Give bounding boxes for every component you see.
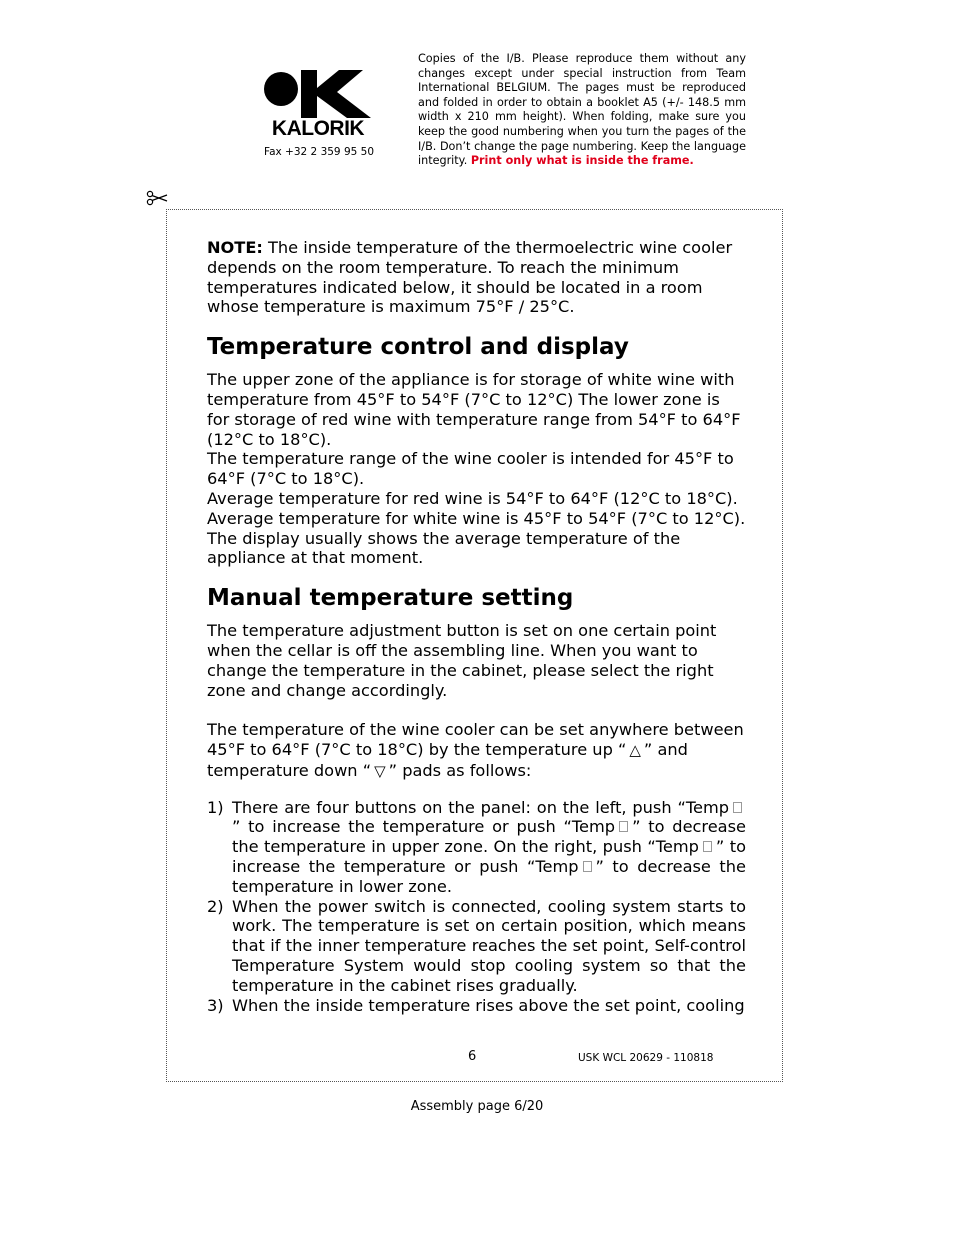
paragraph-red-wine: Average temperature for red wine is 54°F to 64°F (12°C to 18°C). [207, 488, 738, 508]
pads-text-c: ” pads as follows: [388, 760, 532, 780]
temp-button-icon [619, 821, 628, 832]
steps-list [207, 798, 746, 1016]
list-item [207, 798, 746, 897]
heading-temperature-control: Temperature control and display [207, 334, 629, 361]
note-label: NOTE: [207, 238, 263, 257]
paragraph-display: The display usually shows the average temperature of the appliance at that moment. [207, 528, 681, 568]
kalorik-logo [263, 66, 373, 138]
paragraph-white-wine: Average temperature for white wine is 45°F to 54°F (7°C to 12°C). [207, 508, 746, 528]
temp-button-icon [703, 841, 712, 852]
fax-number: Fax +32 2 359 95 50 [264, 146, 375, 158]
scissors-icon [146, 190, 168, 206]
temp-button-icon [733, 802, 742, 813]
assembly-page-label: Assembly page 6/20 [410, 1099, 544, 1114]
temp-button-icon [583, 861, 592, 872]
down-triangle-icon: ▽ [374, 761, 386, 780]
step-2-text: When the power switch is connected, cooling system starts to work. The temperature is set on certain position, which means that if the inner temperature reaches the set point, Self-control Temperature System would stop cooling system so that the temperature in the cabinet rises gradually. [232, 896, 746, 995]
paragraph-pads [207, 720, 746, 781]
heading-manual-setting: Manual temperature setting [207, 585, 574, 612]
note-paragraph [207, 238, 746, 317]
step-1-text-c: ” to decrease the temperature in upper zone. On the right, push “Temp [232, 817, 746, 857]
list-item [207, 996, 746, 1016]
document-reference: USK WCL 20629 - 110818 [578, 1052, 714, 1064]
step-number: 1) [207, 797, 224, 817]
step-1-text-d: ” to increase the temperature or push “Temp [232, 837, 746, 876]
step-1-text-a: There are four buttons on the panel: on the left, push “Temp [232, 797, 729, 817]
step-1-text-e: ” to decrease the temperature in lower zone. [232, 856, 746, 896]
pads-text-b: ” and temperature down “ [207, 739, 688, 780]
step-number: 3) [207, 995, 224, 1015]
paragraph-adjustment: The temperature adjustment button is set on one certain point when the cellar is off the assembling line. When you want to change the temperature in the cabinet, please select the right zone and change accordingly. [207, 621, 717, 700]
list-item [207, 897, 746, 996]
paragraph-zones: The upper zone of the appliance is for storage of white wine with temperature from 45°F to 54°F (7°C to 12°C) The lower zone is for storage of red wine with temperature range from 54°F to 64°F (12°C to 18°C). [207, 370, 741, 449]
step-3-text: When the inside temperature rises above the set point, cooling [232, 995, 745, 1015]
reproduction-notice [418, 52, 746, 169]
step-number: 2) [207, 896, 224, 916]
page-content [207, 238, 746, 1015]
notice-text: Copies of the I/B. Please reproduce them without any changes except under special instruction from Team International BELGIUM. The pages must be reproduced and folded in order to obtain a booklet A5 (+/- 148.5 mm width x 210 mm height). When folding, make sure you keep the good numbering when you turn the pages of the I/B. Don’t change the page numbering. Keep the language integrity. [418, 52, 746, 168]
page-number: 6 [468, 1049, 477, 1064]
paragraph-range: The temperature range of the wine cooler is intended for 45°F to 64°F (7°C to 18°C). [207, 449, 734, 489]
up-triangle-icon: △ [629, 740, 641, 759]
svg-text:KALORIK: KALORIK [271, 117, 365, 138]
step-1-text-b: ” to increase the temperature or push “Temp [232, 817, 616, 837]
notice-red-text: Print only what is inside the frame. [470, 154, 694, 168]
note-text: The inside temperature of the thermoelectric wine cooler depends on the room temperature. To reach the minimum temperatures indicated below, it should be located in a room whose temperature is maximum 75°F / 25°C. [207, 238, 733, 317]
pads-text-a: The temperature of the wine cooler can be set anywhere between 45°F to 64°F (7°C to 18°C) by the temperature up “ [207, 720, 744, 759]
